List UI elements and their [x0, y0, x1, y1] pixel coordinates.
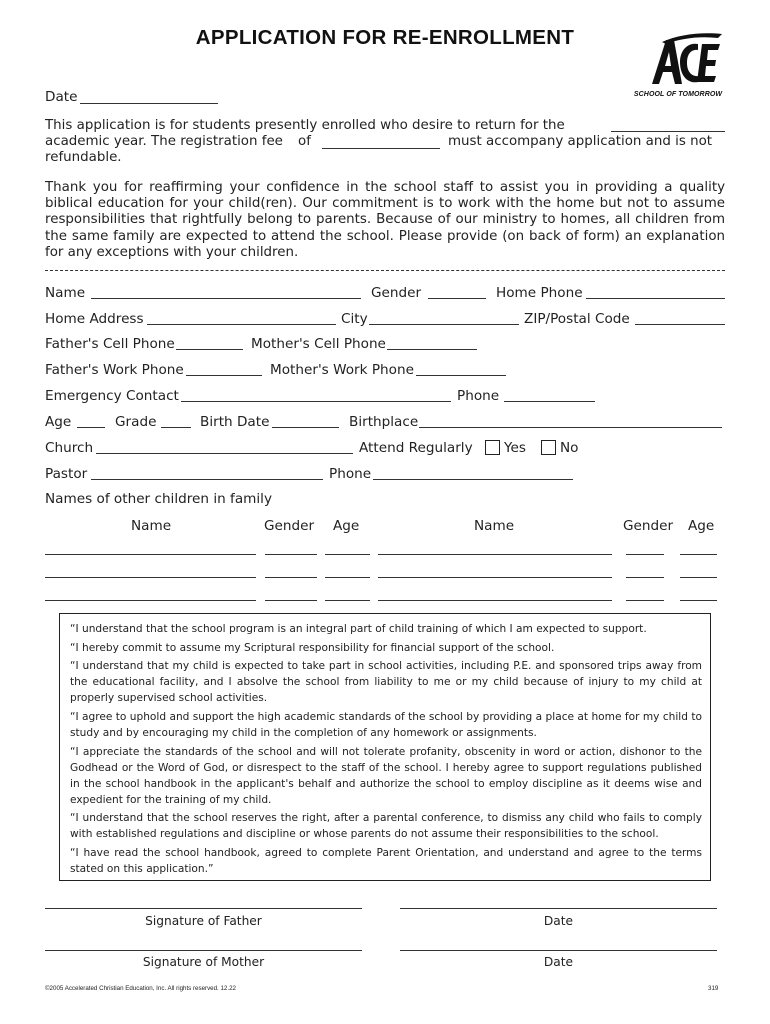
child-name-field[interactable]	[45, 600, 256, 601]
emergency-contact-label: Emergency Contact	[45, 388, 179, 404]
form-number: 319	[708, 985, 719, 992]
child-age-field[interactable]	[680, 577, 717, 578]
birthplace-field[interactable]	[419, 427, 722, 428]
intro-text-2: academic year. The registration fee	[45, 134, 283, 149]
father-date-field[interactable]	[400, 908, 717, 909]
pastor-phone-label: Phone	[329, 466, 372, 482]
logo-tagline: SCHOOL OF TOMORROW	[633, 91, 723, 98]
other-children-heading: Names of other children in family	[45, 491, 272, 507]
father-cell-label: Father's Cell Phone	[45, 336, 175, 352]
copyright-text: ©2005 Accelerated Christian Education, Inc. All rights reserved. 12.22	[45, 985, 236, 992]
age-field[interactable]	[77, 427, 105, 428]
col-age-1: Age	[333, 518, 360, 534]
father-work-label: Father's Work Phone	[45, 362, 184, 378]
intro-text-4: refundable.	[45, 150, 122, 165]
home-phone-label: Home Phone	[496, 285, 583, 301]
mother-signature-label: Signature of Mother	[142, 955, 265, 969]
father-work-field[interactable]	[186, 375, 262, 376]
academic-year-field[interactable]	[611, 131, 725, 132]
child-age-field[interactable]	[680, 554, 717, 555]
pastor-label: Pastor	[45, 466, 88, 482]
child-name-field[interactable]	[378, 600, 612, 601]
ace-logo-icon	[632, 30, 724, 90]
agreement-academics: “I agree to uphold and support the high academic standards of the school by providing a place at home for my child to study and by encouraging my child in the completion of any homework or assignments.	[70, 711, 702, 739]
mother-work-label: Mother's Work Phone	[270, 362, 414, 378]
intro-text-of: of	[298, 134, 311, 149]
gender-label: Gender	[371, 285, 422, 301]
father-signature-label: Signature of Father	[145, 914, 262, 928]
child-age-field[interactable]	[325, 600, 370, 601]
col-name-2: Name	[474, 518, 515, 534]
col-gender-1: Gender	[264, 518, 315, 534]
birthplace-label: Birthplace	[349, 414, 419, 430]
attend-yes-label: Yes	[504, 440, 526, 456]
child-gender-field[interactable]	[265, 600, 317, 601]
gender-field[interactable]	[428, 298, 486, 299]
child-name-field[interactable]	[378, 577, 612, 578]
child-name-field[interactable]	[45, 577, 256, 578]
mother-work-field[interactable]	[416, 375, 506, 376]
grade-label: Grade	[115, 414, 157, 430]
home-phone-field[interactable]	[586, 298, 725, 299]
attend-no-label: No	[560, 440, 579, 456]
home-address-field[interactable]	[147, 324, 336, 325]
attend-no-checkbox[interactable]	[541, 440, 556, 455]
mother-cell-field[interactable]	[387, 349, 477, 350]
father-signature-field[interactable]	[45, 908, 362, 909]
name-label: Name	[45, 285, 86, 301]
child-name-field[interactable]	[45, 554, 256, 555]
agreement-financial: “I hereby commit to assume my Scriptural responsibility for financial support of the school.	[70, 642, 555, 654]
intro-text-1: This application is for students presently enrolled who desire to return for the	[45, 118, 565, 133]
agreement-support: “I understand that the school program is an integral part of child training of which I am expected to support.	[70, 623, 647, 635]
intro-paragraph: Thank you for reaffirming your confidence in the school staff to assist you in providing a quality biblical education for your child(ren). Our commitment is to work with the home but not to assume responsibilities that rightfully belong to parents. Because of our ministry to homes, all children from the same family are expected to attend the school. Please provide (on back of form) an explanation for any exceptions with your children.	[45, 180, 725, 260]
birth-date-field[interactable]	[272, 427, 339, 428]
col-name-1: Name	[131, 518, 172, 534]
church-field[interactable]	[96, 453, 353, 454]
home-address-label: Home Address	[45, 311, 144, 327]
attend-yes-checkbox[interactable]	[485, 440, 500, 455]
attend-regularly-label: Attend Regularly	[359, 440, 473, 456]
date-field[interactable]	[80, 103, 218, 104]
father-cell-field[interactable]	[176, 349, 243, 350]
dashed-divider	[45, 270, 725, 271]
city-field[interactable]	[369, 324, 519, 325]
child-age-field[interactable]	[325, 554, 370, 555]
child-name-field[interactable]	[378, 554, 612, 555]
age-label: Age	[45, 414, 72, 430]
pastor-field[interactable]	[91, 479, 323, 480]
agreement-dismissal: “I understand that the school reserves the right, after a parental conference, to dismiss any child who fails to comply with established regulations and discipline or whose parents do not assume their responsibilities to the school.	[70, 812, 702, 840]
mother-cell-label: Mother's Cell Phone	[251, 336, 386, 352]
date-label: Date	[45, 89, 78, 105]
zip-field[interactable]	[635, 324, 725, 325]
child-gender-field[interactable]	[626, 600, 664, 601]
emergency-phone-field[interactable]	[504, 401, 595, 402]
grade-field[interactable]	[161, 427, 191, 428]
child-gender-field[interactable]	[265, 577, 317, 578]
pastor-phone-field[interactable]	[373, 479, 573, 480]
mother-date-label: Date	[543, 955, 574, 969]
agreement-standards: “I appreciate the standards of the school and will not tolerate profanity, obscenity in word or action, dishonor to the Godhead or the Word of God, or disrespect to the staff of the school. I hereby agree to support regulations published in the school handbook in the applicant's behalf and authorize the school to employ discipline as it deems wise and expedient for the training of my child.	[70, 746, 702, 806]
child-gender-field[interactable]	[626, 554, 664, 555]
city-label: City	[341, 311, 368, 327]
child-age-field[interactable]	[325, 577, 370, 578]
emergency-phone-label: Phone	[457, 388, 500, 404]
zip-label: ZIP/Postal Code	[524, 311, 630, 327]
agreement-activities: “I understand that my child is expected to take part in school activities, including P.E. and sponsored trips away from the educational facility, and I absolve the school from liability to me or my child because of injury to my child at properly supervised school activities.	[70, 660, 702, 704]
child-gender-field[interactable]	[626, 577, 664, 578]
mother-signature-field[interactable]	[45, 950, 362, 951]
agreement-handbook: “I have read the school handbook, agreed to complete Parent Orientation, and understand and agree to the terms stated on this application.”	[70, 847, 702, 875]
child-gender-field[interactable]	[265, 554, 317, 555]
registration-fee-field[interactable]	[322, 148, 440, 149]
mother-date-field[interactable]	[400, 950, 717, 951]
birth-date-label: Birth Date	[200, 414, 270, 430]
church-label: Church	[45, 440, 94, 456]
emergency-contact-field[interactable]	[181, 401, 451, 402]
page-title: APPLICATION FOR RE-ENROLLMENT	[195, 26, 575, 49]
ace-logo	[632, 30, 724, 98]
father-date-label: Date	[543, 914, 574, 928]
col-age-2: Age	[688, 518, 715, 534]
intro-text-3: must accompany application and is not	[448, 134, 713, 149]
col-gender-2: Gender	[623, 518, 674, 534]
child-age-field[interactable]	[680, 600, 717, 601]
name-field[interactable]	[91, 298, 361, 299]
